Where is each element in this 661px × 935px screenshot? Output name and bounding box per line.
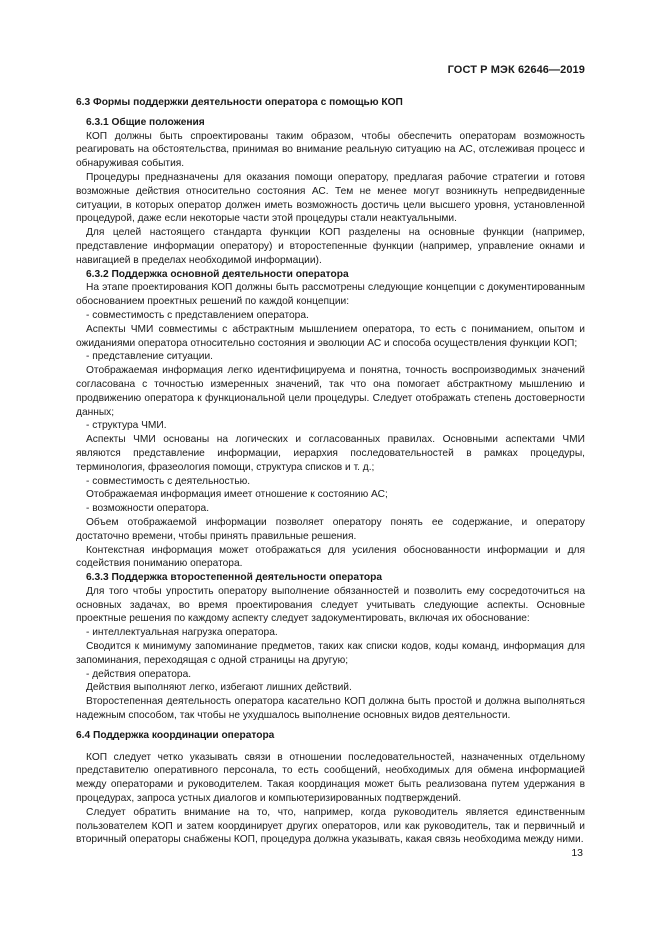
paragraph: На этапе проектирования КОП должны быть рассмотрены следующие концепции с документированным обоснованием проектных решений по каждой концепции: [76, 282, 585, 308]
paragraph: Второстепенная деятельность оператора касательно КОП должна быть простой и должна выполняться надежным способом, так чтобы не ухудшалось выполнение основных видов деятельности. [76, 696, 585, 722]
paragraph: Сводится к минимуму запоминание предметов, таких как списки кодов, коды команд, информация для запоминания, переходящая с одной страницы на другую; [76, 641, 585, 666]
paragraph: Действия выполняют легко, избегают лишних действий. [86, 682, 352, 694]
paragraph: Аспекты ЧМИ совместимы с абстрактным мышлением оператора, то есть с пониманием, опытом и ожиданиями оператора относительно состояния и эволюции АС и способа осуществления функции КОП; [76, 323, 585, 349]
page-number: 13 [571, 847, 583, 859]
paragraph: Объем отображаемой информации позволяет оператору понять ее содержание, и оператору достаточно времени, чтобы принять правильные решения. [76, 516, 585, 542]
list-item: - возможности оператора. [86, 503, 210, 515]
paragraph: Для целей настоящего стандарта функции КОП разделены на основные функции (например, представление информации оператору) и второстепенные функции (например, управление окнами и навигацией в пределах необходимой информации). [76, 227, 585, 266]
paragraph: Процедуры предназначены для оказания помощи оператору, предлагая рабочие стратегии и готовя возможные действия относительно состояния АС. Тем не менее могут возникнуть непредвиденные ситуации, в которых оператор должен иметь возможность достичь цели высшего уровня, установленной процедурой, даже если некоторые части этой процедуры стали неактуальными. [76, 171, 585, 225]
section-heading: 6.4 Поддержка координации оператора [76, 729, 275, 741]
paragraph: Аспекты ЧМИ основаны на логических и согласованных правилах. Основными аспектами ЧМИ являются представление информации, иерархия последовательностей в рамках процедуры, терминология, фразеология помощи, структура списков и т. д.; [76, 434, 585, 473]
list-item: - действия оператора. [86, 668, 192, 680]
paragraph: КОП следует четко указывать связи в отношении последовательностей, назначенных отдельному представителю оперативного персонала, то есть сообщений, необходимых для обмена информацией между операторами и руководителем. Такая координация может быть реализована путем удержания в процедурах, запроса устных диалогов и компьютеризированных подтверждений. [76, 751, 585, 805]
standard-header: ГОСТ Р МЭК 62646—2019 [447, 64, 585, 76]
paragraph: Отображаемая информация легко идентифицируема и понятна, точность воспроизводимых значений согласована с точностью измеренных значений, так что она помогает абстрактному мышлению и продвижению оператора к функциональной цели процедуры. Следует отображать степень достоверности данных; [76, 365, 585, 418]
paragraph: Следует обратить внимание на то, что, например, когда руководитель является единственным пользователем КОП и затем координирует других операторов, или как руководитель, так и первичный и вторичный операторы снабжены КОП, процедура должна указывать, какая связь необходима между ними. [76, 806, 585, 846]
list-item: - совместимость с представлением оператора. [86, 309, 309, 321]
list-item: - интеллектуальная нагрузка оператора. [86, 627, 278, 639]
list-item: - представление ситуации. [86, 351, 213, 363]
subsection-heading: 6.3.2 Поддержка основной деятельности оператора [86, 268, 349, 280]
section-heading: 6.3 Формы поддержки деятельности оператора с помощью КОП [76, 97, 403, 108]
paragraph: Контекстная информация может отображаться для усиления обоснованности информации и для содействия пониманию оператора. [76, 544, 585, 570]
list-item: - совместимость с деятельностью. [86, 475, 251, 487]
paragraph: КОП должны быть спроектированы таким образом, чтобы обеспечить операторам возможность реагировать на обстоятельства, принимая во внимание реальную ситуацию на АС, отслеживая процесс и обнаруживая события. [76, 130, 585, 170]
subsection-heading: 6.3.1 Общие положения [86, 116, 205, 128]
list-item: - структура ЧМИ. [86, 420, 167, 432]
document-body [76, 96, 585, 847]
paragraph: Отображаемая информация имеет отношение к состоянию АС; [86, 489, 388, 501]
paragraph: Для того чтобы упростить оператору выполнение обязанностей и позволить ему сосредоточиться на основных задачах, во время проектирования следует учитывать следующие аспекты. Основные проектные решения по каждому аспекту следует задокументировать, включая их обоснование: [76, 585, 585, 625]
subsection-heading: 6.3.3 Поддержка второстепенной деятельности оператора [86, 572, 383, 584]
